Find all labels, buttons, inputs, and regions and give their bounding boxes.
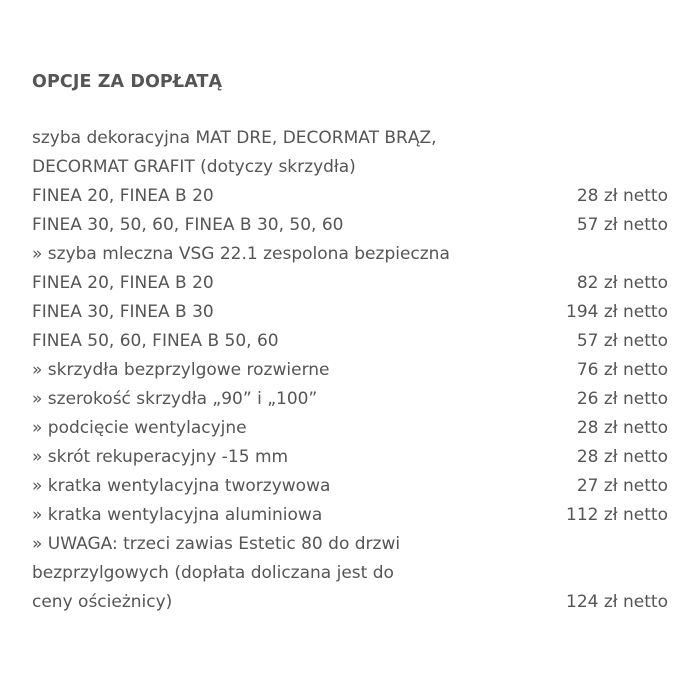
option-row (32, 472, 668, 501)
option-price: 28 zł netto (576, 447, 668, 467)
option-price: 28 zł netto (576, 418, 668, 438)
option-description: » skrzydła bezprzylgowe rozwierne (32, 360, 330, 380)
option-description: » UWAGA: trzeci zawias Estetic 80 do drzwi bezprzylgowych (dopłata doliczana jest do ceny ościeżnicy) (32, 534, 401, 612)
option-description: FINEA 30, FINEA B 30 (32, 302, 214, 322)
option-row (32, 298, 668, 327)
option-description: » skrót rekuperacyjny -15 mm (32, 447, 289, 467)
option-description: » szyba mleczna VSG 22.1 zespolona bezpieczna (32, 244, 450, 264)
option-price: 82 zł netto (576, 273, 668, 293)
option-price: 57 zł netto (576, 215, 668, 235)
option-row-decor-glass (32, 124, 668, 182)
option-price: 27 zł netto (576, 476, 668, 496)
option-row (32, 443, 668, 472)
option-price: 124 zł netto (566, 592, 668, 612)
option-description: FINEA 30, 50, 60, FINEA B 30, 50, 60 (32, 215, 344, 235)
option-description: FINEA 20, FINEA B 20 (32, 186, 214, 206)
option-row (32, 211, 668, 240)
option-price: 26 zł netto (576, 389, 668, 409)
option-row (32, 356, 668, 385)
option-description: » podcięcie wentylacyjne (32, 418, 247, 438)
options-list (32, 124, 668, 617)
option-description: szyba dekoracyjna MAT DRE, DECORMAT BRĄZ, DECORMAT GRAFIT (dotyczy skrzydła) (32, 128, 437, 177)
option-row (32, 385, 668, 414)
option-price: 194 zł netto (566, 302, 668, 322)
option-description: FINEA 50, 60, FINEA B 50, 60 (32, 331, 279, 351)
section-title: OPCJE ZA DOPŁATĄ (32, 72, 223, 92)
option-price: 28 zł netto (576, 186, 668, 206)
option-row (32, 414, 668, 443)
option-description: » szerokość skrzydła „90” i „100” (32, 389, 318, 409)
option-description: FINEA 20, FINEA B 20 (32, 273, 214, 293)
option-price: 112 zł netto (566, 505, 668, 525)
option-row (32, 327, 668, 356)
option-row-third-hinge (32, 530, 668, 617)
option-price: 57 zł netto (576, 331, 668, 351)
option-row (32, 269, 668, 298)
option-description: » kratka wentylacyjna aluminiowa (32, 505, 323, 525)
option-description: » kratka wentylacyjna tworzywowa (32, 476, 331, 496)
option-row-milk-glass (32, 240, 668, 269)
option-row (32, 501, 668, 530)
option-price: 76 zł netto (576, 360, 668, 380)
option-row (32, 182, 668, 211)
